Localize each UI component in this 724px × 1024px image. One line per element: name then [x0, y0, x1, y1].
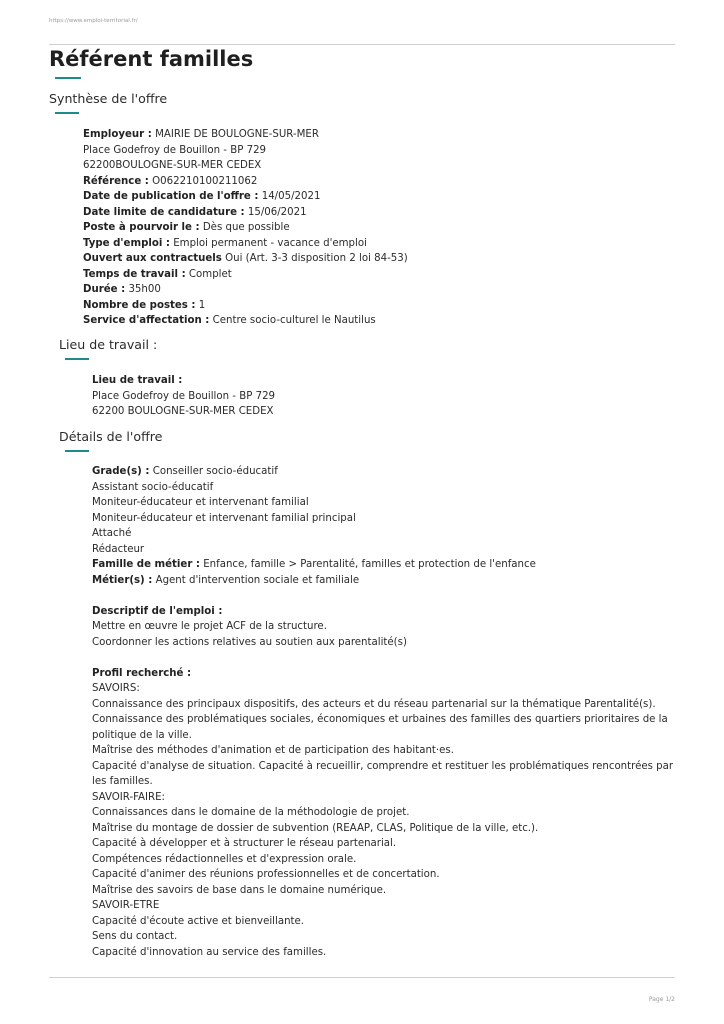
temps-travail-row: [83, 267, 673, 283]
ouvert-contractuels-row: [83, 251, 673, 267]
grade-item: Moniteur-éducateur et intervenant familial principal: [92, 512, 356, 524]
grade-item: Attaché: [92, 528, 132, 539]
duree-row: [83, 282, 673, 298]
date-publication-value: 14/05/2021: [261, 191, 321, 202]
profil-line: Connaissance des principaux dispositifs, des acteurs et du réseau partenarial sur la thématique Parentalité(s).: [92, 698, 656, 710]
synthese-details: [83, 127, 673, 329]
source-url: https://www.emploi-territorial.fr/: [49, 18, 138, 24]
details-accent-bar: [65, 450, 89, 452]
date-publication-label: Date de publication de l'offre :: [83, 191, 259, 202]
service-affectation-row: [83, 313, 673, 329]
lieu-accent-bar: [65, 358, 89, 360]
date-limite-label: Date limite de candidature :: [83, 206, 245, 218]
profil-subheading: SAVOIR-ETRE: [92, 900, 160, 911]
profil-line: Sens du contact.: [92, 931, 178, 942]
nombre-postes-row: [83, 298, 673, 314]
nombre-postes-label: Nombre de postes :: [83, 299, 196, 311]
page-number: Page 1/2: [648, 996, 675, 1003]
temps-travail-label: Temps de travail :: [83, 268, 186, 280]
temps-travail-value: Complet: [188, 268, 232, 280]
profil-line: Connaissances dans le domaine de la méthodologie de projet.: [92, 807, 410, 818]
profil-line: Capacité d'analyse de situation. Capacité à recueillir, comprendre et restituer les problématiques rencontrées par les familles.: [92, 760, 674, 787]
page-title: Référent familles: [49, 47, 254, 71]
profil-line: Maîtrise des savoirs de base dans le domaine numérique.: [92, 884, 387, 896]
poste-value: Dès que possible: [202, 222, 290, 233]
grade-item: Rédacteur: [92, 543, 145, 555]
lieu-label: Lieu de travail :: [92, 375, 183, 386]
employeur-value: MAIRIE DE BOULOGNE-SUR-MER: [155, 129, 319, 140]
descriptif-label: Descriptif de l'emploi :: [92, 605, 223, 617]
section-title-lieu: Lieu de travail :: [59, 337, 158, 352]
type-emploi-value: Emploi permanent - vacance d'emploi: [173, 237, 367, 249]
employeur-row: [83, 127, 673, 143]
date-limite-row: [83, 205, 673, 221]
profil-subheading: SAVOIRS:: [92, 683, 140, 694]
descriptif-line: Coordonner les actions relatives au soutien aux parentalité(s): [92, 636, 407, 648]
nombre-postes-value: 1: [198, 299, 206, 311]
top-divider: [49, 44, 675, 45]
reference-label: Référence :: [83, 175, 149, 187]
profil-line: Capacité d'animer des réunions professionnelles et de concertation.: [92, 869, 440, 880]
duree-label: Durée :: [83, 284, 126, 295]
employer-address-line2: 62200BOULOGNE-SUR-MER CEDEX: [83, 160, 262, 171]
grades-row: [92, 464, 686, 480]
details-body: [92, 464, 686, 960]
type-emploi-label: Type d'emploi :: [83, 237, 170, 249]
profil-subheading: SAVOIR-FAIRE:: [92, 791, 165, 803]
grade-item: Conseiller socio-éducatif: [152, 466, 278, 477]
profil-line: Compétences rédactionnelles et d'expression orale.: [92, 853, 357, 865]
metiers-row: [92, 573, 686, 589]
lieu-details: [92, 373, 672, 420]
title-accent-bar: [55, 77, 81, 79]
profil-line: Maîtrise des méthodes d'animation et de participation des habitant·es.: [92, 745, 454, 756]
profil-line: Capacité d'innovation au service des familles.: [92, 946, 327, 958]
bottom-divider: [49, 977, 675, 978]
metiers-value: Agent d'intervention sociale et familiale: [155, 574, 360, 586]
ouvert-contractuels-label: Ouvert aux contractuels: [83, 253, 222, 264]
service-affectation-value: Centre socio-culturel le Nautilus: [212, 315, 376, 326]
grades-label: Grade(s) :: [92, 466, 150, 477]
section-title-details: Détails de l'offre: [59, 429, 163, 444]
reference-row: [83, 174, 673, 190]
profil-label: Profil recherché :: [92, 667, 192, 679]
famille-metier-row: [92, 557, 686, 573]
descriptif-line: Mettre en œuvre le projet ACF de la structure.: [92, 621, 327, 632]
service-affectation-label: Service d'affectation :: [83, 315, 210, 326]
date-limite-value: 15/06/2021: [247, 206, 307, 218]
metiers-label: Métier(s) :: [92, 574, 153, 586]
profil-line: Capacité d'écoute active et bienveillante.: [92, 915, 305, 927]
section-title-synthese: Synthèse de l'offre: [49, 91, 168, 106]
spacer: [92, 650, 686, 666]
profil-line: Maîtrise du montage de dossier de subvention (REAAP, CLAS, Politique de la ville, etc.).: [92, 822, 539, 834]
ouvert-contractuels-value: Oui (Art. 3-3 disposition 2 loi 84-53): [225, 253, 408, 264]
lieu-address-line1: Place Godefroy de Bouillon - BP 729: [92, 390, 276, 402]
type-emploi-row: [83, 236, 673, 252]
famille-metier-label: Famille de métier :: [92, 559, 200, 570]
spacer: [92, 588, 686, 604]
employeur-label: Employeur :: [83, 129, 152, 140]
grade-item: Moniteur-éducateur et intervenant familial: [92, 497, 309, 508]
profil-line: Connaissance des problématiques sociales, économiques et urbaines des familles des quartiers prioritaires de la politique de la ville.: [92, 714, 668, 741]
lieu-address-line2: 62200 BOULOGNE-SUR-MER CEDEX: [92, 406, 274, 417]
duree-value: 35h00: [128, 284, 161, 295]
famille-metier-value: Enfance, famille > Parentalité, familles et protection de l'enfance: [203, 559, 536, 570]
poste-row: [83, 220, 673, 236]
date-publication-row: [83, 189, 673, 205]
reference-value: O062210100211062: [152, 175, 258, 187]
poste-label: Poste à pourvoir le :: [83, 222, 200, 233]
employer-address-line1: Place Godefroy de Bouillon - BP 729: [83, 144, 267, 156]
synthese-accent-bar: [55, 112, 79, 114]
grade-item: Assistant socio-éducatif: [92, 481, 214, 493]
profil-line: Capacité à développer et à structurer le réseau partenarial.: [92, 838, 397, 849]
